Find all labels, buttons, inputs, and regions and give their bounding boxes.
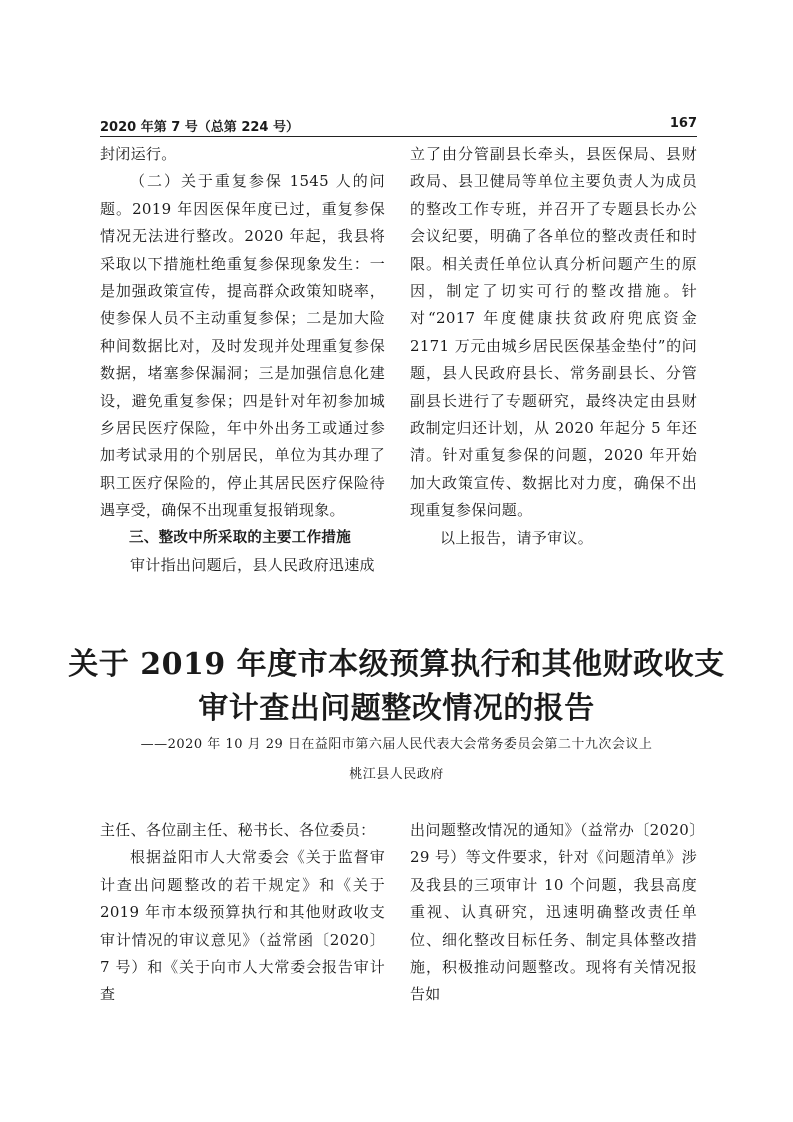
page-header xyxy=(100,116,697,137)
paragraph: （二）关于重复参保 1545 人的问题。2019 年因医保年度已过，重复参保情况无法进行整改。2020 年起，我县将采取以下措施杜绝重复参保现象发生：一是加强政策宣传，提高群众政策知晓率，使参保人员不主动重复参保；二是加大险种间数据比对，及时发现并处理重复参保数据，堵塞参保漏洞；三是加强信息化建设，避免重复参保；四是针对年初参加城乡居民医疗保险，年中外出务工或通过参加考试录用的个别居民，单位为其办理了职工医疗保险的，停止其居民医疗保险待遇享受，确保不出现重复报销现象。 xyxy=(100,172,385,520)
paragraph: 立了由分管副县长牵头，县医保局、县财政局、县卫健局等单位主要负责人为成员的整改工作专班，并召开了专题县长办公会议纪要，明确了各单位的整改责任和时限。相关责任单位认真分析问题产生的原因，制定了切实可行的整改措施。针对“2017 年度健康扶贫政府兜底资金 2171 万元由城乡居民医保基金垫付”的问题，县人民政府县长、常务副县长、分管副县长进行了专题研究，最终决定由县财政制定归还计划，从 2020 年起分 5 年还清。针对重复参保的问题，2020 年开始加大政策宣传、数据比对力度，确保不出现重复参保问题。 xyxy=(410,145,697,520)
article-right-column xyxy=(410,817,697,1009)
top-right-column xyxy=(410,141,697,552)
article-subtitle: ——2020 年 10 月 29 日在益阳市第六届人民代表大会常务委员会第二十九次会议上 xyxy=(140,737,653,752)
article-title-line-1: 关于 2019 年度市本级预算执行和其他财政收支 xyxy=(68,647,725,682)
page-number: 167 xyxy=(669,116,697,131)
article-left-column xyxy=(100,817,385,1009)
article-title-line-2: 审计查出问题整改情况的报告 xyxy=(198,691,595,726)
paragraph: 以上报告，请予审议。 xyxy=(440,528,594,547)
paragraph: 根据益阳市人大常委会《关于监督审计查出问题整改的若干规定》和《关于 2019 年市本级预算执行和其他财政收支审计情况的审议意见》（益常函〔2020〕7 号）和《关于向市人大常委会报告审计查 xyxy=(100,848,385,1004)
paragraph: 审计指出问题后，县人民政府迅速成 xyxy=(130,556,375,575)
section-heading: 三、整改中所采取的主要工作措施 xyxy=(129,529,351,546)
top-left-column xyxy=(100,141,385,580)
article-author: 桃江县人民政府 xyxy=(349,767,444,782)
issue-number: 2020 年第 7 号（总第 224 号） xyxy=(100,120,299,135)
paragraph: 主任、各位副主任、秘书长、各位委员： xyxy=(100,821,376,839)
paragraph: 出问题整改情况的通知》（益常办〔2020〕29 号）等文件要求，针对《问题清单》涉及我县的三项审计 10 个问题，我县高度重视、认真研究，迅速明确整改责任单位、细化整改目标任务、制定具体整改措施，积极推动问题整改。现将有关情况报告如 xyxy=(410,821,697,1004)
paragraph: 封闭运行。 xyxy=(100,145,177,163)
